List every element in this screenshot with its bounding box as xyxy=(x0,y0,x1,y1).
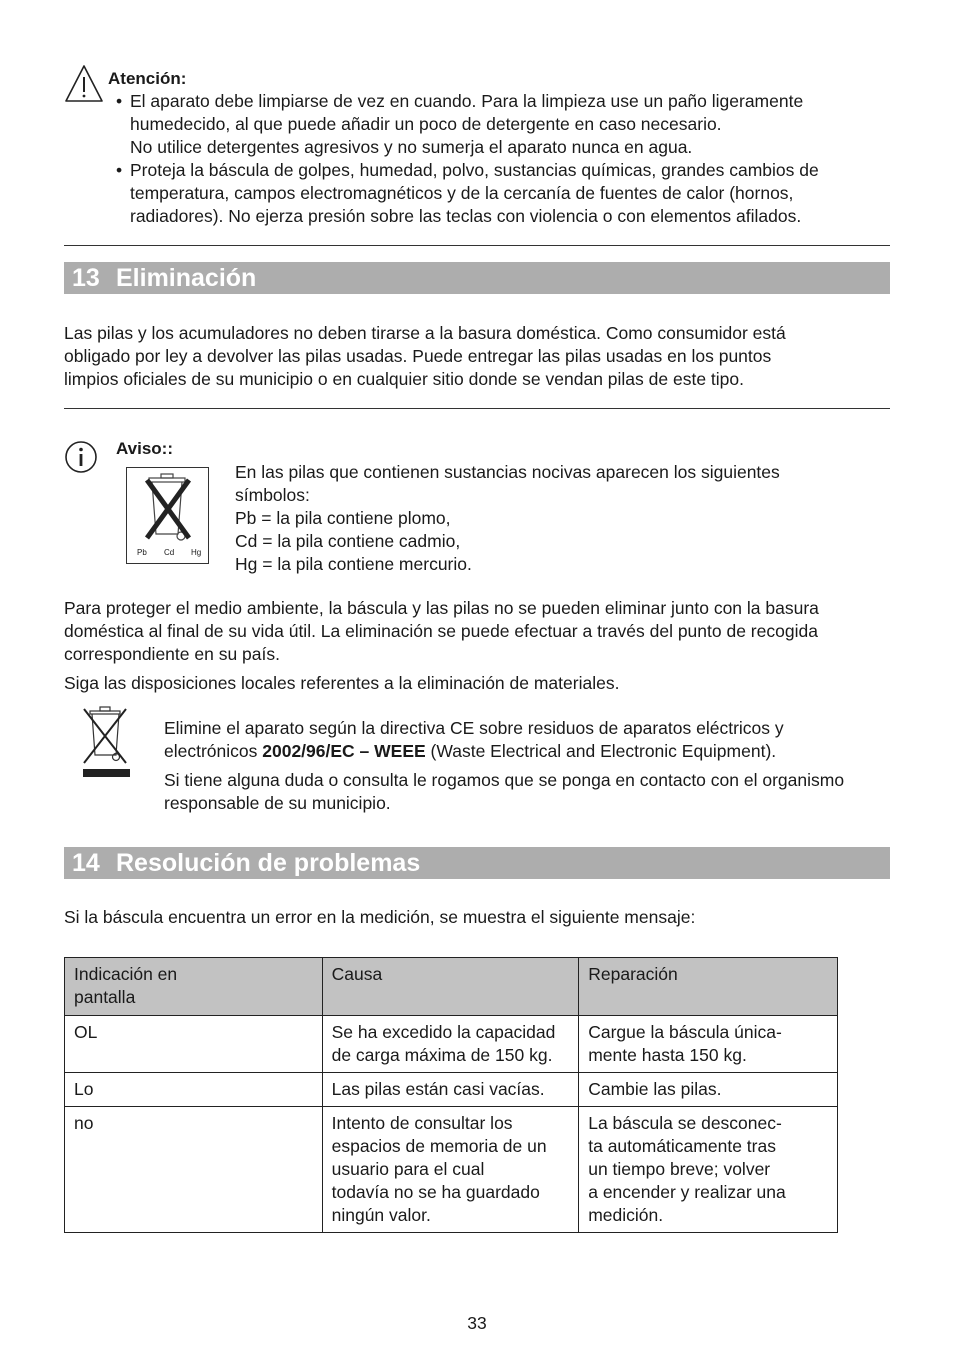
battery-disposal-icon xyxy=(126,467,209,564)
label-hg: Hg xyxy=(191,548,202,557)
text-line: un tiempo breve; volver xyxy=(588,1159,771,1179)
text-line: doméstica al final de su vida útil. La eliminación se puede efectuar a través del punto de recogida xyxy=(64,621,818,641)
batteries-paragraph xyxy=(64,322,894,391)
text-line: temperatura, campos electromagnéticos y de la cercanía de fuentes de calor (hornos, xyxy=(130,183,794,203)
warning-icon xyxy=(64,64,104,104)
text-line: Para proteger el medio ambiente, la báscula y las pilas no se pueden eliminar junto con la basura xyxy=(64,598,819,618)
text-line: Causa xyxy=(331,964,383,984)
table-cell xyxy=(579,1073,838,1107)
text-line: obligado por ley a devolver las pilas usadas. Puede entregar las pilas usadas en los puntos xyxy=(64,346,772,366)
divider xyxy=(64,408,890,409)
weee-bin-icon xyxy=(80,705,132,781)
label-cd: Cd xyxy=(164,548,175,557)
text-line: radiadores). No ejerza presión sobre las teclas con violencia o con elementos afilados. xyxy=(130,206,802,226)
text-line: Lo xyxy=(74,1079,94,1099)
table-row xyxy=(65,1073,838,1107)
text-line: La báscula se desconec- xyxy=(588,1113,782,1133)
text-line: Pb = la pila contiene plomo, xyxy=(235,508,451,528)
troubleshooting-intro: Si la báscula encuentra un error en la medición, se muestra el siguiente mensaje: xyxy=(64,907,696,927)
warning-bullet-cleaning xyxy=(116,90,906,159)
crossed-bin-icon xyxy=(127,468,208,548)
section-title: Eliminación xyxy=(116,264,257,292)
text-line: Si tiene alguna duda o consulta le rogamos que se ponga en contacto con el organismo xyxy=(164,770,845,790)
info-icon xyxy=(64,440,98,474)
text-line: Reparación xyxy=(588,964,678,984)
header-cell-cause xyxy=(322,958,579,1016)
table-cell xyxy=(65,1073,323,1107)
weee-text xyxy=(164,717,894,815)
table-cell xyxy=(322,1016,579,1073)
text-line: símbolos: xyxy=(235,485,310,505)
section-number: 14 xyxy=(72,849,100,877)
table-cell xyxy=(65,1107,323,1233)
text-line: Indicación en xyxy=(74,964,178,984)
text-line xyxy=(164,740,894,763)
warning-title: Atención: xyxy=(108,69,187,88)
text-line: • Proteja la báscula de golpes, humedad, polvo, sustancias químicas, grandes cambios de xyxy=(130,160,819,180)
text-line: • El aparato debe limpiarse de vez en cuando. Para la limpieza use un paño ligeramente xyxy=(130,91,804,111)
text-line: No utilice detergentes agresivos y no sumerja el aparato nunca en agua. xyxy=(130,137,693,157)
text-line: a encender y realizar una xyxy=(588,1182,786,1202)
text-line: correspondiente en su país. xyxy=(64,644,280,664)
text-line: ta automáticamente tras xyxy=(588,1136,776,1156)
text-line: todavía no se ha guardado xyxy=(331,1182,540,1202)
text-line: OL xyxy=(74,1022,98,1042)
text-line: no xyxy=(74,1113,94,1133)
text-line: Cambie las pilas. xyxy=(588,1079,722,1099)
text-line: medición. xyxy=(588,1205,664,1225)
header-cell-fix xyxy=(579,958,838,1016)
text-line: responsable de su municipio. xyxy=(164,793,391,813)
aviso-title: Aviso:: xyxy=(116,439,173,458)
label-pb: Pb xyxy=(137,548,147,557)
text-line: Hg = la pila contiene mercurio. xyxy=(235,554,472,574)
text-line: pantalla xyxy=(74,987,136,1007)
table-cell xyxy=(322,1073,579,1107)
table-header-row xyxy=(65,958,838,1016)
text-line: ningún valor. xyxy=(331,1205,431,1225)
local-rules-paragraph: Siga las disposiciones locales referentes a la eliminación de materiales. xyxy=(64,673,620,693)
error-table xyxy=(64,957,838,1233)
table-row xyxy=(65,1107,838,1233)
text-line: Intento de consultar los xyxy=(331,1113,513,1133)
section-number: 13 xyxy=(72,264,100,292)
table-cell xyxy=(579,1107,838,1233)
section-heading-13 xyxy=(64,262,890,294)
text-line: Las pilas están casi vacías. xyxy=(331,1079,545,1099)
environment-paragraph xyxy=(64,597,894,666)
text-line: Elimine el aparato según la directiva CE sobre residuos de aparatos eléctricos y xyxy=(164,718,784,738)
text-fragment: electrónicos xyxy=(164,741,263,761)
warning-bullets xyxy=(116,90,906,228)
text-line: limpios oficiales de su municipio o en cualquier sitio donde se vendan pilas de este tipo. xyxy=(64,369,744,389)
aviso-text xyxy=(235,461,875,576)
table-cell xyxy=(579,1016,838,1073)
text-line: humedecido, al que puede añadir un poco de detergente en caso necesario. xyxy=(130,114,722,134)
table-row xyxy=(65,1016,838,1073)
section-title: Resolución de problemas xyxy=(116,849,421,877)
text-line: espacios de memoria de un xyxy=(331,1136,547,1156)
text-line: de carga máxima de 150 kg. xyxy=(331,1045,553,1065)
text-fragment: (Waste Electrical and Electronic Equipment). xyxy=(425,741,777,761)
table-cell xyxy=(65,1016,323,1073)
text-line: Se ha excedido la capacidad xyxy=(331,1022,556,1042)
text-line: Cargue la báscula única- xyxy=(588,1022,782,1042)
text-line: mente hasta 150 kg. xyxy=(588,1045,747,1065)
divider xyxy=(64,245,890,246)
header-cell-display xyxy=(65,958,323,1016)
text-line: En las pilas que contienen sustancias nocivas aparecen los siguientes xyxy=(235,462,780,482)
text-line: usuario para el cual xyxy=(331,1159,485,1179)
page-number: 33 xyxy=(467,1313,487,1333)
table-cell xyxy=(322,1107,579,1233)
section-heading-14 xyxy=(64,847,890,879)
text-line: Cd = la pila contiene cadmio, xyxy=(235,531,461,551)
text-line: Las pilas y los acumuladores no deben tirarse a la basura doméstica. Como consumidor está xyxy=(64,323,786,343)
directive-reference: 2002/96/EC – WEEE xyxy=(262,741,426,761)
warning-bullet-protection xyxy=(116,159,906,228)
